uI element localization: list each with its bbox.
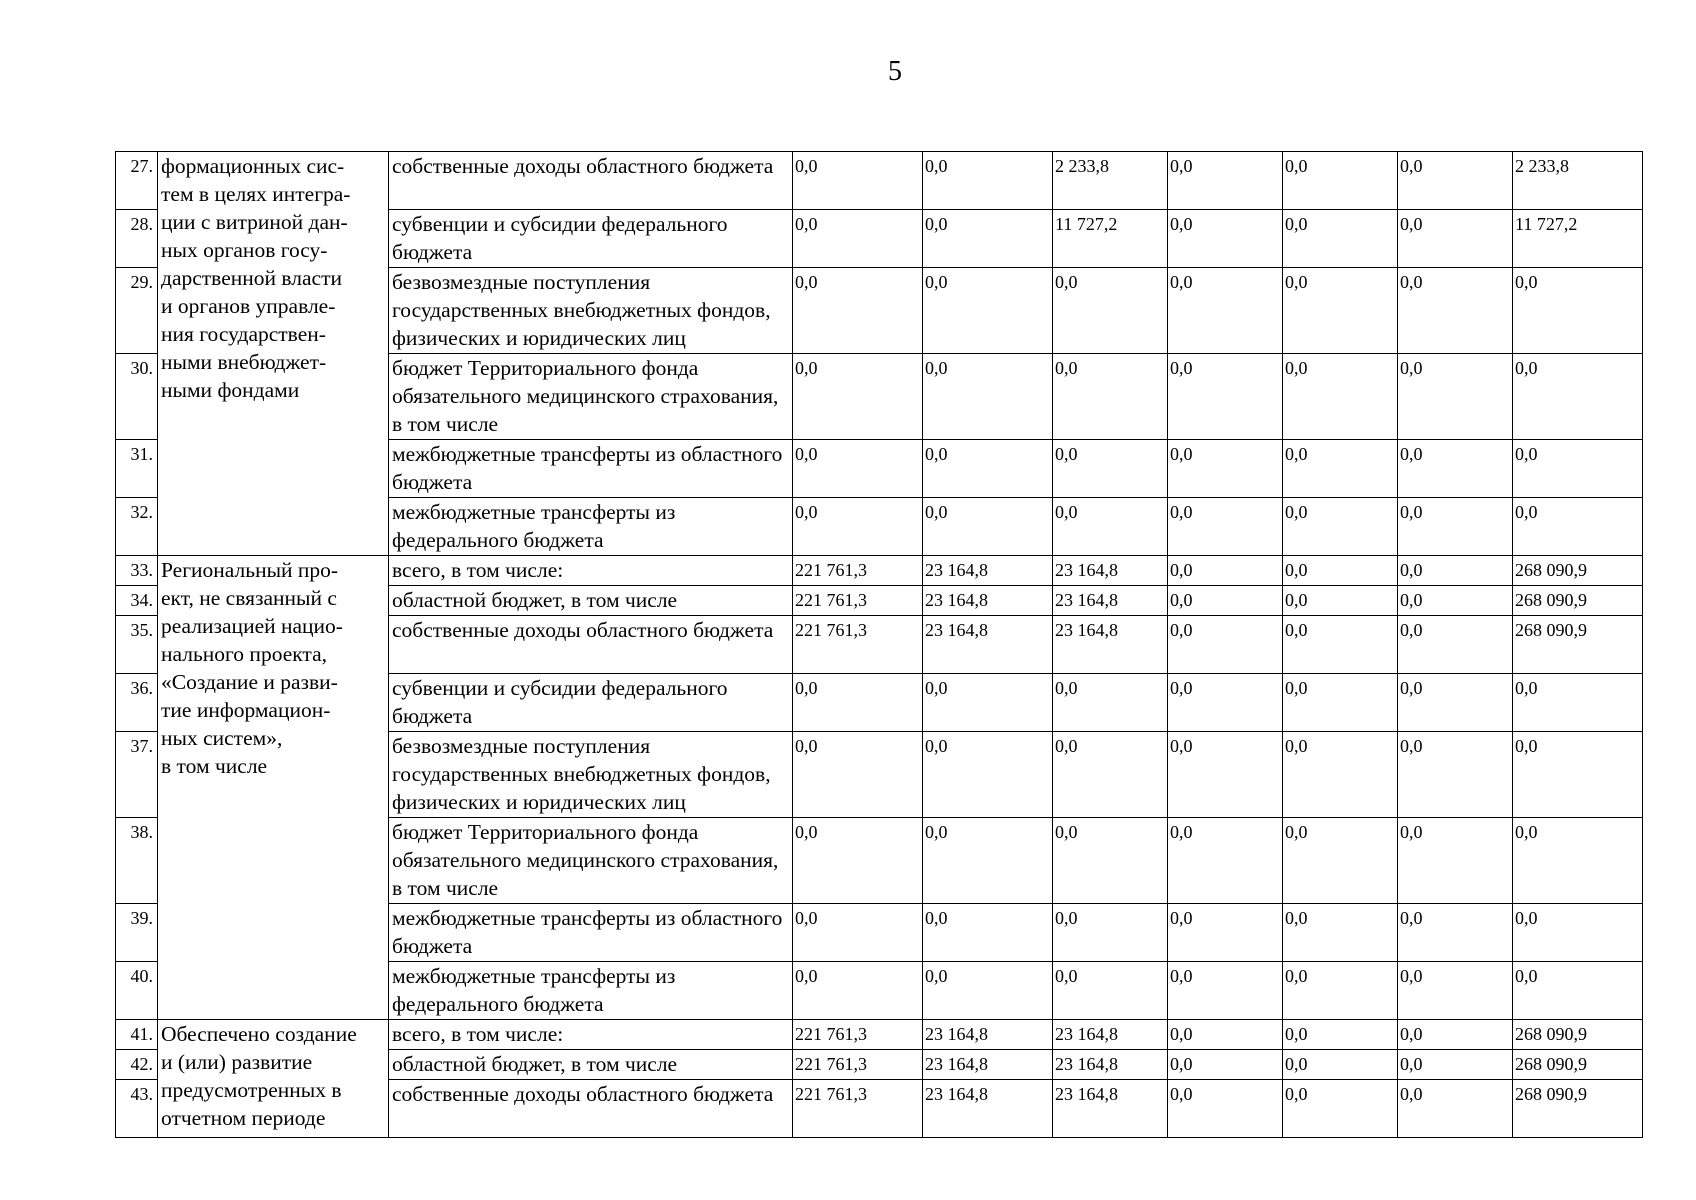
value-cell: 23 164,8 — [923, 1050, 1053, 1080]
funding-source: областной бюджет, в том числе — [389, 1050, 793, 1080]
value-cell: 0,0 — [1398, 498, 1513, 556]
row-number: 36. — [116, 674, 158, 732]
funding-source: межбюджетные трансферты из федерального бюджета — [389, 498, 793, 556]
value-total: 268 090,9 — [1513, 556, 1643, 586]
value-cell: 0,0 — [1283, 1050, 1398, 1080]
value-cell: 0,0 — [1168, 268, 1283, 354]
object-name-cell — [158, 556, 389, 1020]
value-cell: 0,0 — [1168, 904, 1283, 962]
value-cell: 0,0 — [1283, 1080, 1398, 1138]
value-cell: 23 164,8 — [1053, 1020, 1168, 1050]
value-cell: 0,0 — [1168, 1080, 1283, 1138]
row-number: 40. — [116, 962, 158, 1020]
value-cell: 0,0 — [1283, 586, 1398, 616]
value-cell: 0,0 — [1053, 498, 1168, 556]
funding-source: бюджет Территориального фонда обязательного медицинского страхования, в том числе — [389, 818, 793, 904]
row-number: 38. — [116, 818, 158, 904]
value-cell: 0,0 — [1398, 674, 1513, 732]
value-cell: 0,0 — [1283, 904, 1398, 962]
value-cell: 0,0 — [1168, 1020, 1283, 1050]
value-cell: 0,0 — [1283, 268, 1398, 354]
value-total: 11 727,2 — [1513, 210, 1643, 268]
object-name-line: нального проекта, — [161, 642, 327, 666]
value-cell: 0,0 — [1398, 556, 1513, 586]
object-name-line: в том числе — [161, 754, 268, 778]
value-cell: 0,0 — [1398, 210, 1513, 268]
value-total: 2 233,8 — [1513, 152, 1643, 210]
funding-source: межбюджетные трансферты из областного бюджета — [389, 440, 793, 498]
value-cell: 0,0 — [1398, 732, 1513, 818]
value-cell: 0,0 — [1283, 616, 1398, 674]
value-cell: 23 164,8 — [923, 616, 1053, 674]
value-cell: 221 761,3 — [793, 556, 923, 586]
row-number: 27. — [116, 152, 158, 210]
value-cell: 0,0 — [1168, 210, 1283, 268]
budget-table — [115, 151, 1643, 1138]
table-row — [116, 1020, 1643, 1050]
value-cell: 0,0 — [1283, 962, 1398, 1020]
value-cell: 0,0 — [1283, 1020, 1398, 1050]
value-cell: 23 164,8 — [1053, 1080, 1168, 1138]
value-cell: 0,0 — [923, 732, 1053, 818]
object-name-line: дарственной власти — [161, 266, 342, 290]
value-cell: 0,0 — [1398, 904, 1513, 962]
value-cell: 221 761,3 — [793, 1050, 923, 1080]
value-cell: 0,0 — [1398, 440, 1513, 498]
value-cell: 0,0 — [1168, 818, 1283, 904]
value-cell: 0,0 — [923, 210, 1053, 268]
value-cell: 0,0 — [1168, 1050, 1283, 1080]
row-number: 42. — [116, 1050, 158, 1080]
funding-source: собственные доходы областного бюджета — [389, 1080, 793, 1138]
row-number: 39. — [116, 904, 158, 962]
value-cell: 0,0 — [923, 440, 1053, 498]
value-cell: 0,0 — [793, 732, 923, 818]
row-number: 35. — [116, 616, 158, 674]
value-cell: 0,0 — [1398, 1080, 1513, 1138]
value-cell: 0,0 — [1168, 962, 1283, 1020]
object-name-line: формационных сис- — [161, 154, 345, 178]
value-total: 268 090,9 — [1513, 1050, 1643, 1080]
funding-source: межбюджетные трансферты из областного бюджета — [389, 904, 793, 962]
value-total: 0,0 — [1513, 268, 1643, 354]
value-cell: 221 761,3 — [793, 1020, 923, 1050]
value-cell: 0,0 — [1398, 268, 1513, 354]
value-total: 0,0 — [1513, 904, 1643, 962]
value-cell: 0,0 — [1283, 732, 1398, 818]
value-total: 268 090,9 — [1513, 616, 1643, 674]
value-total: 0,0 — [1513, 498, 1643, 556]
table-body — [116, 152, 1643, 1138]
value-cell: 0,0 — [923, 962, 1053, 1020]
value-cell: 11 727,2 — [1053, 210, 1168, 268]
value-cell: 0,0 — [923, 498, 1053, 556]
value-cell: 0,0 — [1053, 818, 1168, 904]
value-cell: 0,0 — [1398, 586, 1513, 616]
object-name-line: реализацией нацио- — [161, 614, 343, 638]
funding-source: межбюджетные трансферты из федерального бюджета — [389, 962, 793, 1020]
value-cell: 0,0 — [793, 674, 923, 732]
funding-source: областной бюджет, в том числе — [389, 586, 793, 616]
object-name-line: ных органов госу- — [161, 238, 328, 262]
value-cell: 0,0 — [1283, 498, 1398, 556]
value-cell: 2 233,8 — [1053, 152, 1168, 210]
row-number: 30. — [116, 354, 158, 440]
value-cell: 0,0 — [923, 152, 1053, 210]
value-cell: 0,0 — [793, 440, 923, 498]
value-cell: 0,0 — [923, 674, 1053, 732]
value-cell: 221 761,3 — [793, 616, 923, 674]
value-cell: 221 761,3 — [793, 586, 923, 616]
value-cell: 0,0 — [793, 268, 923, 354]
object-name-line: Региональный про- — [161, 558, 339, 582]
funding-source: собственные доходы областного бюджета — [389, 616, 793, 674]
value-total: 0,0 — [1513, 354, 1643, 440]
value-cell: 23 164,8 — [1053, 1050, 1168, 1080]
value-cell: 0,0 — [1283, 152, 1398, 210]
object-name-line: тем в целях интегра- — [161, 182, 351, 206]
object-name-line: ции с витриной дан- — [161, 210, 348, 234]
value-cell: 0,0 — [1398, 152, 1513, 210]
value-cell: 0,0 — [1053, 354, 1168, 440]
value-cell: 23 164,8 — [1053, 586, 1168, 616]
page-number: 5 — [888, 56, 902, 87]
funding-source: всего, в том числе: — [389, 1020, 793, 1050]
row-number: 28. — [116, 210, 158, 268]
value-cell: 221 761,3 — [793, 1080, 923, 1138]
value-cell: 0,0 — [1168, 586, 1283, 616]
value-cell: 0,0 — [1398, 962, 1513, 1020]
value-cell: 0,0 — [923, 818, 1053, 904]
value-cell: 0,0 — [1283, 556, 1398, 586]
value-cell: 0,0 — [923, 904, 1053, 962]
value-cell: 23 164,8 — [923, 1020, 1053, 1050]
table-row — [116, 152, 1643, 210]
value-total: 0,0 — [1513, 440, 1643, 498]
funding-source: субвенции и субсидии федерального бюджета — [389, 210, 793, 268]
value-cell: 0,0 — [1168, 616, 1283, 674]
value-cell: 0,0 — [1398, 1050, 1513, 1080]
value-cell: 0,0 — [1053, 440, 1168, 498]
object-name-line: ными фондами — [161, 378, 300, 402]
value-cell: 23 164,8 — [1053, 616, 1168, 674]
row-number: 31. — [116, 440, 158, 498]
value-cell: 0,0 — [793, 904, 923, 962]
value-cell: 0,0 — [1283, 210, 1398, 268]
row-number: 34. — [116, 586, 158, 616]
value-total: 0,0 — [1513, 732, 1643, 818]
value-cell: 0,0 — [1283, 354, 1398, 440]
value-cell: 0,0 — [1283, 818, 1398, 904]
object-name-line: ния государствен- — [161, 322, 326, 346]
value-cell: 0,0 — [1168, 440, 1283, 498]
object-name-line: ект, не связанный с — [161, 586, 337, 610]
value-total: 0,0 — [1513, 962, 1643, 1020]
value-cell: 0,0 — [923, 354, 1053, 440]
value-cell: 0,0 — [1398, 616, 1513, 674]
value-cell: 0,0 — [1053, 732, 1168, 818]
object-name-line: отчетном периоде — [161, 1106, 326, 1130]
value-cell: 0,0 — [1168, 556, 1283, 586]
value-cell: 0,0 — [1398, 818, 1513, 904]
value-cell: 0,0 — [1053, 904, 1168, 962]
value-total: 268 090,9 — [1513, 1080, 1643, 1138]
value-cell: 0,0 — [1283, 440, 1398, 498]
funding-source: безвозмездные поступления государственных внебюджетных фондов, физических и юридических лиц — [389, 268, 793, 354]
value-cell: 0,0 — [1168, 498, 1283, 556]
value-cell: 0,0 — [1053, 674, 1168, 732]
value-cell: 0,0 — [923, 268, 1053, 354]
table-row — [116, 556, 1643, 586]
object-name-line: тие информацион- — [161, 698, 331, 722]
value-cell: 0,0 — [793, 818, 923, 904]
value-cell: 0,0 — [793, 354, 923, 440]
funding-source: безвозмездные поступления государственных внебюджетных фондов, физических и юридических лиц — [389, 732, 793, 818]
funding-source: всего, в том числе: — [389, 556, 793, 586]
value-cell: 0,0 — [793, 210, 923, 268]
funding-source: бюджет Территориального фонда обязательного медицинского страхования, в том числе — [389, 354, 793, 440]
row-number: 37. — [116, 732, 158, 818]
value-cell: 0,0 — [1168, 674, 1283, 732]
row-number: 41. — [116, 1020, 158, 1050]
value-cell: 0,0 — [1168, 152, 1283, 210]
value-cell: 23 164,8 — [923, 556, 1053, 586]
funding-source: собственные доходы областного бюджета — [389, 152, 793, 210]
object-name-line: Обеспечено создание — [161, 1022, 357, 1046]
value-cell: 0,0 — [793, 962, 923, 1020]
value-total: 0,0 — [1513, 818, 1643, 904]
funding-source: субвенции и субсидии федерального бюджета — [389, 674, 793, 732]
row-number: 33. — [116, 556, 158, 586]
value-cell: 0,0 — [1283, 674, 1398, 732]
value-total: 268 090,9 — [1513, 1020, 1643, 1050]
value-cell: 0,0 — [1398, 1020, 1513, 1050]
object-name-line: и органов управле- — [161, 294, 336, 318]
value-total: 268 090,9 — [1513, 586, 1643, 616]
row-number: 43. — [116, 1080, 158, 1138]
value-cell: 23 164,8 — [1053, 556, 1168, 586]
value-cell: 23 164,8 — [923, 586, 1053, 616]
value-cell: 0,0 — [1168, 732, 1283, 818]
object-name-line: и (или) развитие — [161, 1050, 313, 1074]
value-cell: 0,0 — [793, 498, 923, 556]
value-cell: 0,0 — [1053, 268, 1168, 354]
value-total: 0,0 — [1513, 674, 1643, 732]
object-name-cell — [158, 1020, 389, 1138]
object-name-line: ных систем», — [161, 726, 283, 750]
value-cell: 0,0 — [1168, 354, 1283, 440]
object-name-cell — [158, 152, 389, 556]
row-number: 29. — [116, 268, 158, 354]
value-cell: 0,0 — [1398, 354, 1513, 440]
row-number: 32. — [116, 498, 158, 556]
object-name-line: ными внебюджет- — [161, 350, 327, 374]
object-name-line: предусмотренных в — [161, 1078, 342, 1102]
value-cell: 23 164,8 — [923, 1080, 1053, 1138]
object-name-line: «Создание и разви- — [161, 670, 338, 694]
value-cell: 0,0 — [793, 152, 923, 210]
value-cell: 0,0 — [1053, 962, 1168, 1020]
